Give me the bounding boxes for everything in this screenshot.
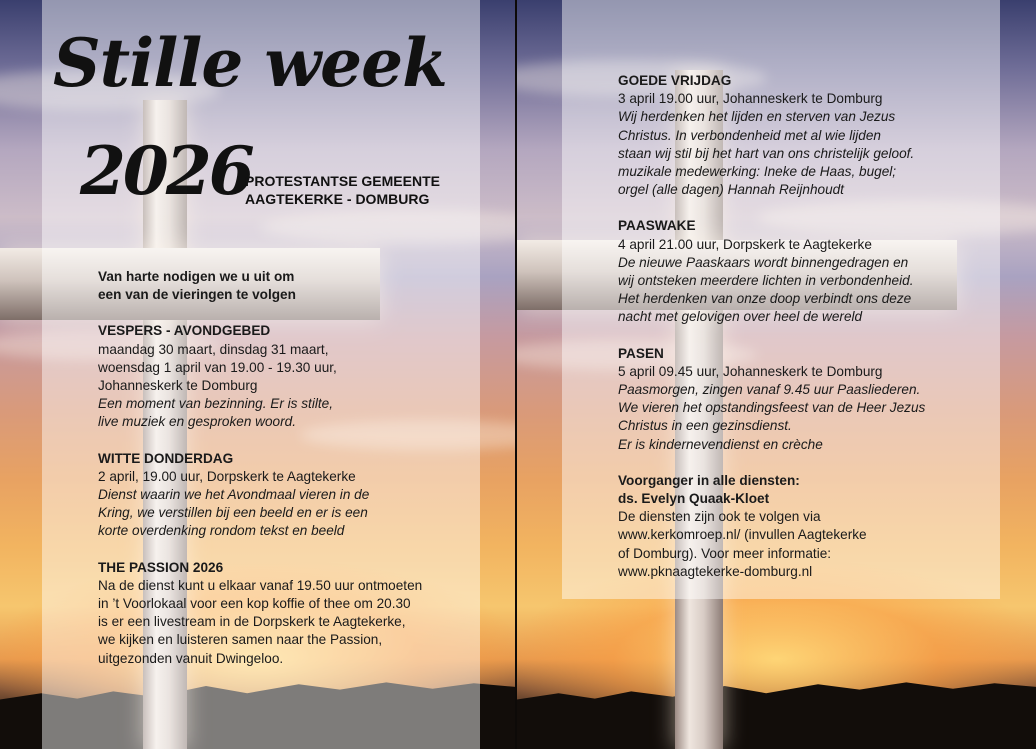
section-italic-line: live muziek en gesproken woord.	[98, 414, 296, 430]
section-line: 2 april, 19.00 uur, Dorpskerk te Aagtekerke	[98, 468, 356, 484]
info-line: of Domburg). Voor meer informatie:	[618, 545, 832, 561]
section-italic-line: Kring, we verstillen bij een beeld en er is een	[98, 505, 368, 521]
info-link-website: www.pknaagtekerke-domburg.nl	[618, 563, 813, 579]
section-italic-line: Er is kindernevendienst en crèche	[618, 436, 823, 452]
section-italic-line: Christus in een gezinsdienst.	[618, 418, 792, 434]
section-italic-line: wij ontsteken meerdere lichten in verbondenheid.	[618, 273, 914, 289]
section-line: is er een livestream in de Dorpskerk te Aagtekerke,	[98, 614, 406, 630]
info-link-kerkomroep: www.kerkomroep.nl/ (invullen Aagtekerke	[618, 527, 867, 543]
section-italic-line: Dienst waarin we het Avondmaal vieren in de	[98, 487, 370, 503]
section-line: we kijken en luisteren samen naar the Passion,	[98, 632, 383, 648]
section-heading-goede-vrijdag: GOEDE VRIJDAG	[618, 73, 732, 88]
section-italic-line: muzikale medewerking: Ineke de Haas, bugel;	[618, 164, 897, 180]
section-italic-line: Het herdenken van onze doop verbindt ons deze	[618, 291, 912, 307]
section-italic-line: nacht met gelovigen over heel de wereld	[618, 309, 863, 325]
section-line: 4 april 21.00 uur, Dorpskerk te Aagtekerke	[618, 236, 872, 252]
section-italic-line: We vieren het opstandingsfeest van de Heer Jezus	[618, 400, 926, 416]
section-line: maandag 30 maart, dinsdag 31 maart,	[98, 341, 329, 357]
program-right	[618, 72, 925, 581]
organization-line: AAGTEKERKE - DOMBURG	[245, 191, 430, 207]
section-heading-witte-donderdag: WITTE DONDERDAG	[98, 450, 234, 466]
intro-line: een van de vieringen te volgen	[98, 287, 296, 303]
section-italic-line: orgel (alle dagen) Hannah Reijnhoudt	[618, 182, 844, 198]
intro-line: Van harte nodigen we u uit om	[98, 269, 295, 284]
section-line: Johanneskerk te Domburg	[98, 378, 258, 394]
hills-silhouette	[517, 659, 1036, 749]
section-italic-line: korte overdenking rondom tekst en beeld	[98, 523, 345, 539]
section-italic-line: staan wij stil bij het hart van ons christelijk geloof.	[618, 145, 915, 161]
section-italic-line: Christus. In verbondenheid met al wie lijden	[618, 127, 881, 143]
voorganger-heading: Voorganger in alle diensten:	[618, 472, 800, 488]
section-line: in ’t Voorlokaal voor een kop koffie of thee om 20.30	[98, 596, 411, 612]
info-line: De diensten zijn ook te volgen via	[618, 509, 821, 525]
right-panel	[517, 0, 1036, 749]
program-left	[98, 268, 422, 668]
section-line: uitgezonden vanuit Dwingeloo.	[98, 650, 284, 666]
section-line: 5 april 09.45 uur, Johanneskerk te Domburg	[618, 363, 883, 379]
section-italic-line: Een moment van bezinning. Er is stilte,	[98, 396, 333, 412]
title-script: Stille week	[53, 24, 447, 102]
section-italic-line: Paasmorgen, zingen vanaf 9.45 uur Paasliederen.	[618, 382, 921, 398]
left-panel	[0, 0, 515, 749]
section-line: woensdag 1 april van 19.00 - 19.30 uur,	[98, 359, 337, 375]
section-heading-the-passion: THE PASSION 2026	[98, 559, 224, 575]
section-line: Na de dienst kunt u elkaar vanaf 19.50 uur ontmoeten	[98, 577, 423, 593]
organization-name	[245, 172, 440, 208]
section-heading-pasen: PASEN	[618, 345, 664, 361]
section-heading-vespers: VESPERS - AVONDGEBED	[98, 323, 271, 339]
voorganger-name: ds. Evelyn Quaak-Kloet	[618, 491, 770, 507]
section-heading-paaswake: PAASWAKE	[618, 218, 696, 234]
section-italic-line: De nieuwe Paaskaars wordt binnengedragen en	[618, 254, 909, 270]
section-italic-line: Wij herdenken het lijden en sterven van Jezus	[618, 109, 896, 125]
section-line: 3 april 19.00 uur, Johanneskerk te Domburg	[618, 91, 883, 107]
title-year: 2026	[80, 132, 252, 210]
organization-line: PROTESTANTSE GEMEENTE	[245, 173, 440, 189]
